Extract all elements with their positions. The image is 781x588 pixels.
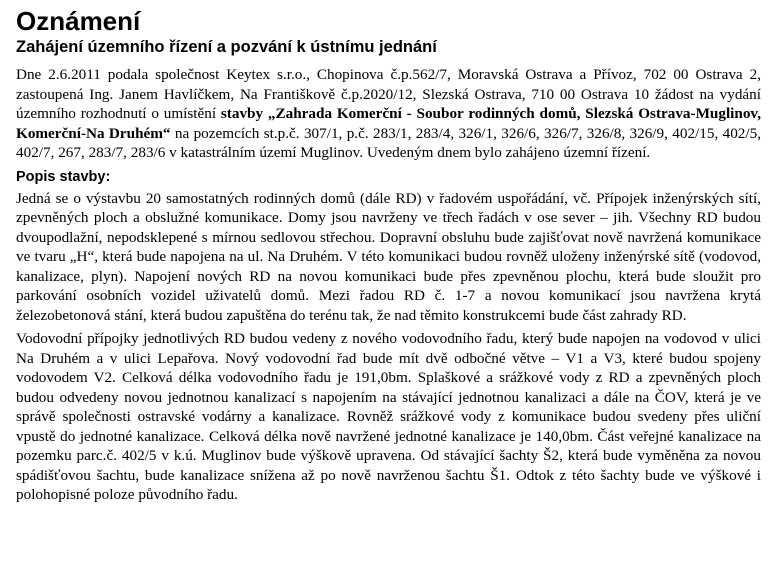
description-paragraph-2: Vodovodní přípojky jednotlivých RD budou vedeny z nového vodovodního řadu, který bude napojen na vodovod v ulici Na Druhém a v ulici Lepařova. Nový vodovodní řad bude mít dvě odbočné větve – V1 a V3, které budou spojeny vodovodem V2. Celková délka vodovodního řadu je 191,0bm. Splaškové a srážkové vody z RD a zpevněných ploch budou odvedeny novou jednotnou kanalizací s napojením na stávající jednotnou kanalizaci a dále na ČOV, která je ve správě společnosti ostravské vodárny a kanalizace. Rovněž srážkové vody z komunikace budou svedeny přes uliční vpustě do jednotné kanalizace. Celková délka nově navržené jednotné kanalizace je 140,0bm. Část veřejné kanalizace na pozemku parc.č. 402/5 v k.ú. Muglinov bude výškově upravena. Od stávající šachty Š2, která bude vyměněna za novou spádišťovou šachtu, bude kanalizace snížena až po nově navrženou šachtu Š1. Odtok z této šachty bude ve výškové i polohopisné poloze původního řadu. [16,330,761,503]
page-subtitle: Zahájení územního řízení a pozvání k ústnímu jednání [16,38,437,56]
intro-project-name: stavby „Zahrada Komerční - Soubor rodinných domů, Slezská Ostrava-Muglinov, Komerční-Na Druhém“ [16,105,761,142]
intro-text-end: na pozemcích st.p.č. 307/1, p.č. 283/1, 283/4, 326/1, 326/6, 326/7, 326/8, 326/9, 402/15, 402/5, 402/7, 267, 283/7, 283/6 v katastrálním území Muglinov. Uvedeným dnem bylo zahájeno územní řízení. [16,124,762,161]
page-title: Oznámení [16,6,141,36]
description-paragraph-1: Jedná se o výstavbu 20 samostatných rodinných domů (dále RD) v řadovém uspořádání, vč. Přípojek inženýrských sítí, zpevněných ploch a obslužné komunikace. Domy jsou navrženy ve třech řadách v ose sever – jih. Všechny RD budou dvoupodlažní, nepodsklepené s mírnou sedlovou střechou. Dopravní obsluhu bude zajišťovat nově navržená komunikace ve tvaru „H“, která bude napojena na ul. Na Druhém. V této komunikaci budou rovněž uloženy inženýrské sítě (vodovod, kanalizace, plyn). Napojení nových RD na novou komunikaci bude přes zpevněnou plochu, která bude sloužit pro parkování osobních vozidel uživatelů domů. Mezi řadou RD č. 1-7 a novou komunikací jsou navržena krytá železobetonová stání, která budou zapuštěna do terénu tak, že nad těmito konstrukcemi bude část zahrady RD. [16,189,761,324]
intro-paragraph [16,65,761,163]
section-heading: Popis stavby: [16,168,111,185]
intro-text-start: Dne 2.6.2011 podala společnost Keytex s.r.o., Chopinova č.p.562/7, Moravská Ostrava a Přívoz, 702 00 Ostrava 2, zastoupená Ing. Janem Havlíčkem, Na Františkově č.p.2020/12, Slezská Ostrava, 710 00 Ostrava 10 žádost na vydání územního rozhodnutí o umístění [16,66,761,122]
